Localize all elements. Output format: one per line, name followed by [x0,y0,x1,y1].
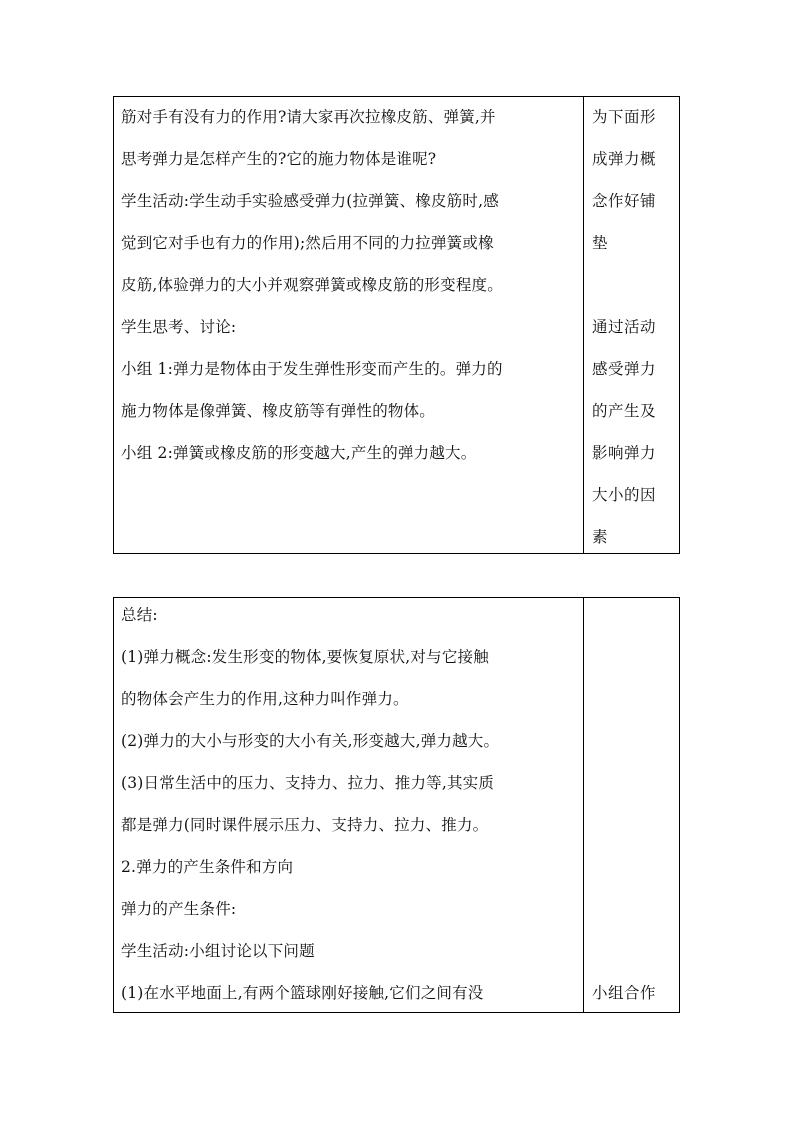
text-line: 觉到它对手也有力的作用);然后用不同的力拉弹簧或橡 [121,234,494,252]
note-line: 素 [592,528,609,546]
intent-column [584,97,679,553]
note-line: 为下面形 [592,108,657,126]
text-line: 施力物体是像弹簧、橡皮筋等有弹性的物体。 [121,402,436,420]
note-line: 垫 [592,234,609,252]
note-line: 的产生及 [592,402,657,420]
text-line: 皮筋,体验弹力的大小并观察弹簧或橡皮筋的形变程度。 [121,276,503,294]
text-line: (3)日常生活中的压力、支持力、拉力、推力等,其实质 [121,774,495,792]
note-line: 小组合作 [592,984,657,1002]
note-line: 念作好铺 [592,192,657,210]
text-line: 的物体会产生力的作用,这种力叫作弹力。 [121,690,409,708]
text-line: 学生活动:学生动手实验感受弹力(拉弹簧、橡皮筋时,感 [121,192,499,210]
activity-column [114,97,584,553]
text-line: 弹力的产生条件: [121,900,237,918]
text-line: (1)在水平地面上,有两个篮球刚好接触,它们之间有没 [121,984,484,1002]
text-line: 学生思考、讨论: [121,318,237,336]
text-line: 总结: [121,606,158,624]
note-line: 通过活动 [592,318,657,336]
text-line: 思考弹力是怎样产生的?它的施力物体是谁呢? [121,150,437,168]
activity-column [114,598,584,1012]
note-line: 感受弹力 [592,360,657,378]
text-line: (2)弹力的大小与形变的大小有关,形变越大,弹力越大。 [121,732,500,750]
text-line: 筋对手有没有力的作用?请大家再次拉橡皮筋、弹簧,并 [121,108,496,126]
note-line: 影响弹力 [592,444,657,462]
text-line: 2.弹力的产生条件和方向 [121,858,294,876]
text-line: (1)弹力概念:发生形变的物体,要恢复原状,对与它接触 [121,648,489,666]
lesson-table-2 [113,597,680,1013]
note-line: 大小的因 [592,486,657,504]
text-line: 小组 1:弹力是物体由于发生弹性形变而产生的。弹力的 [121,360,503,378]
text-line: 都是弹力(同时课件展示压力、支持力、拉力、推力。 [121,816,489,834]
lesson-table-1 [113,96,680,554]
text-line: 小组 2:弹簧或橡皮筋的形变越大,产生的弹力越大。 [121,444,477,462]
text-line: 学生活动:小组讨论以下问题 [121,942,315,960]
note-line: 成弹力概 [592,150,657,168]
intent-column [584,598,679,1012]
